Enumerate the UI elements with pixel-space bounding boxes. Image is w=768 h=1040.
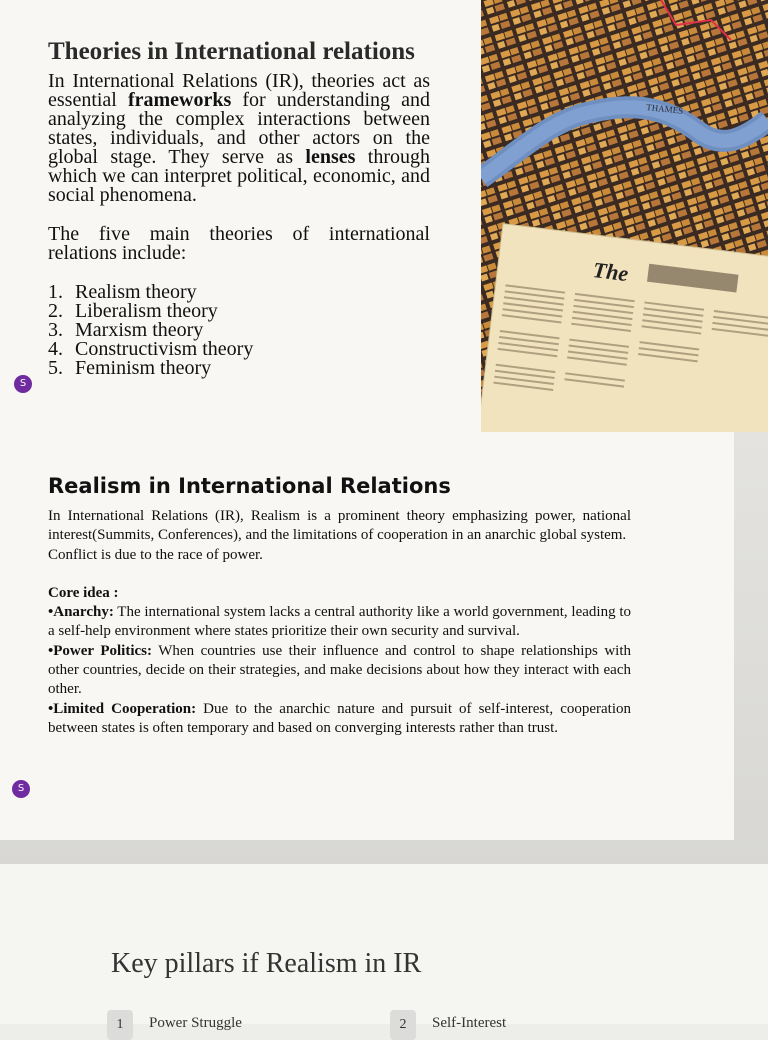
- theories-list: [48, 283, 430, 378]
- slide-realism: [0, 432, 734, 840]
- list-item: 2. Liberalism theory: [48, 300, 218, 322]
- list-item: 3. Marxism theory: [48, 319, 204, 341]
- bullet-power-politics: •Power Politics: When countries use their influence and control to shape relationships with other countries, decide on their strategies, and make decisions about how they interact with each other.: [48, 642, 631, 698]
- map-river-label: THAMES: [645, 102, 684, 116]
- pillar-number-badge: 1: [107, 1010, 133, 1040]
- bullet-limited-cooperation: •Limited Cooperation: Due to the anarchic nature and pursuit of self-interest, cooperation between states is often temporary and based on converging interests rather than trust.: [48, 700, 631, 736]
- slide-body: [48, 507, 631, 738]
- list-item: 1. Realism theory: [48, 281, 197, 303]
- core-idea-heading: Core idea :: [48, 584, 119, 601]
- newspaper-masthead: The: [591, 257, 630, 287]
- slide-theories: [0, 0, 768, 432]
- intro-paragraph: In International Relations (IR), theories act as essential frameworks for understanding and analyzing the complex interactions between states, individuals, and other actors on the global stage. They serve as lenses through which we can interpret political, economic, and social phenomena.: [48, 70, 430, 206]
- slide-key-pillars: [0, 864, 768, 1032]
- list-item: 5. Feminism theory: [48, 357, 212, 379]
- map-illustration: [481, 0, 768, 432]
- realism-definition: In International Relations (IR), Realism is a prominent theory emphasizing power, national interest(Summits, Conferences), and the limitations of cooperation in an anarchic global system.: [48, 508, 631, 544]
- emphasis-lenses: lenses: [305, 146, 356, 168]
- realism-conflict-note: Conflict is due to the race of power.: [48, 546, 263, 563]
- pillar-label: Self-Interest: [432, 1015, 507, 1031]
- user-avatar[interactable]: S: [12, 780, 30, 798]
- map-newspaper-image: [481, 0, 768, 432]
- bullet-anarchy: •Anarchy: The international system lacks a central authority like a world government, leading to a self-help environment where states prioritize their own security and survival.: [48, 604, 631, 640]
- pillar-item: [390, 1010, 506, 1040]
- list-intro: The five main theories of international relations include:: [48, 223, 430, 264]
- pillar-item: [107, 1010, 242, 1040]
- slide-title: Theories in International relations: [48, 38, 415, 65]
- slide-body: [48, 72, 430, 378]
- list-item: 4. Constructivism theory: [48, 338, 254, 360]
- pillar-number-badge: 2: [390, 1010, 416, 1040]
- emphasis-frameworks: frameworks: [127, 89, 232, 111]
- slide-title: Realism in International Relations: [48, 474, 451, 498]
- pillar-label: Power Struggle: [149, 1015, 242, 1031]
- slide-title: Key pillars if Realism in IR: [111, 948, 422, 979]
- user-avatar[interactable]: S: [14, 375, 32, 393]
